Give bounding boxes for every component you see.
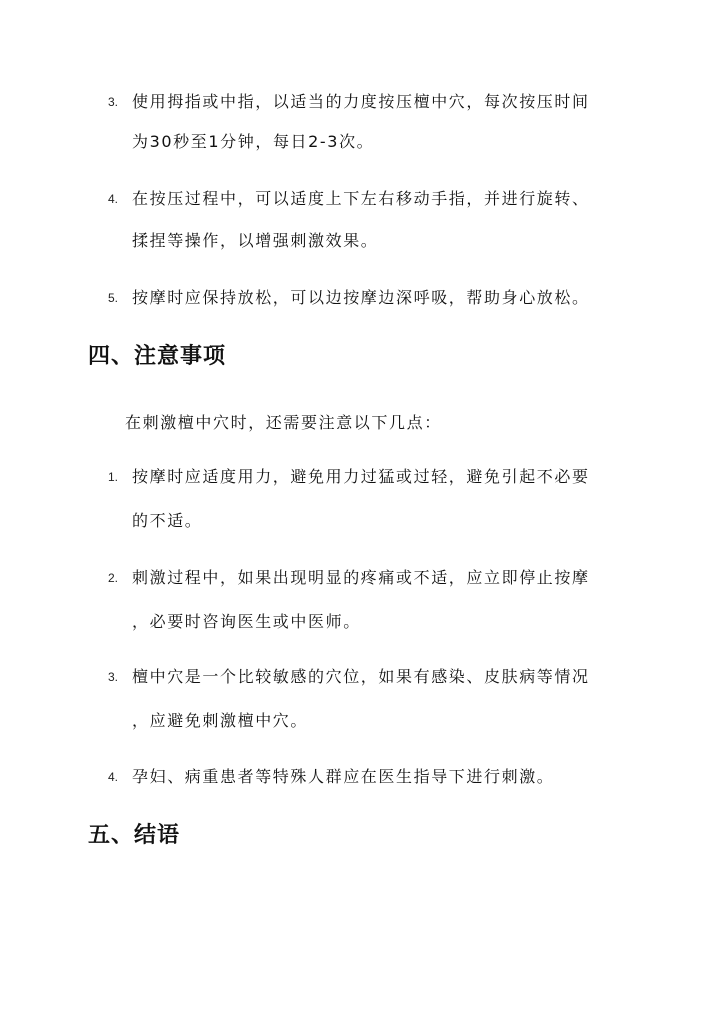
list-text-line: 按摩时应保持放松，可以边按摩边深呼吸，帮助身心放松。 — [132, 288, 590, 307]
list-text-line: 揉捏等操作，以增强刺激效果。 — [132, 231, 379, 250]
list-text-line: 在按压过程中，可以适度上下左右移动手指，并进行旋转、 — [132, 189, 590, 208]
section-heading: 四、注意事项 — [88, 343, 227, 369]
list-number: 4. — [108, 770, 119, 784]
list-number: 4. — [108, 192, 119, 206]
list-number: 1. — [108, 470, 119, 484]
list-text-line: ，应避免刺激檀中穴。 — [132, 711, 309, 730]
section-intro: 在刺激檀中穴时，还需要注意以下几点： — [125, 413, 442, 432]
list-number: 5. — [108, 291, 119, 305]
list-text-line: 刺激过程中，如果出现明显的疼痛或不适，应立即停止按摩 — [132, 568, 590, 587]
list-number: 2. — [108, 571, 119, 585]
list-text-line: 的不适。 — [132, 511, 203, 530]
section-heading: 五、结语 — [88, 822, 181, 848]
list-text-line: 檀中穴是一个比较敏感的穴位，如果有感染、皮肤病等情况 — [132, 667, 590, 686]
list-text-line: 按摩时应适度用力，避免用力过猛或过轻，避免引起不必要 — [132, 467, 590, 486]
list-text-line: ，必要时咨询医生或中医师。 — [132, 612, 361, 631]
list-number: 3. — [108, 670, 119, 684]
list-text-line: 为30秒至1分钟，每日2-3次。 — [132, 132, 375, 151]
list-number: 3. — [108, 95, 119, 109]
list-text-line: 孕妇、病重患者等特殊人群应在医生指导下进行刺激。 — [132, 767, 555, 786]
list-text-line: 使用拇指或中指，以适当的力度按压檀中穴，每次按压时间 — [132, 92, 590, 111]
